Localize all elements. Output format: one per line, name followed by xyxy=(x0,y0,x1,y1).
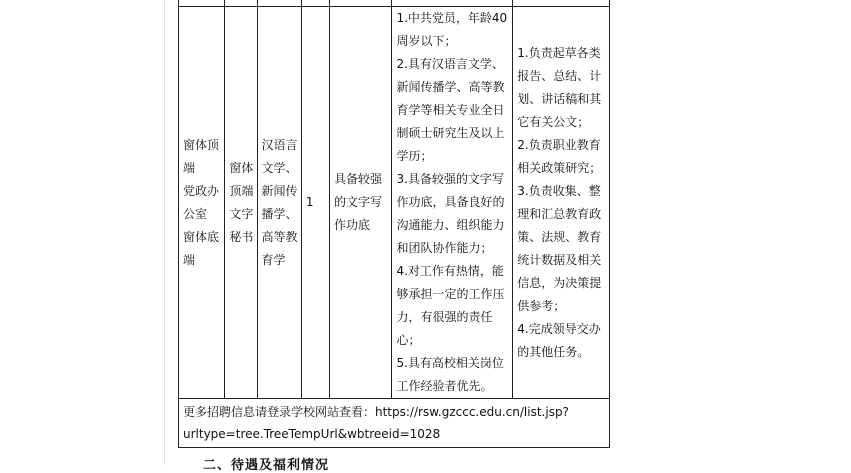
requirement-line: 2.具有汉语言文学、 xyxy=(396,57,504,71)
requirement-line: 心； xyxy=(396,333,421,347)
ability-line: 具备较强 xyxy=(334,172,383,186)
duty-line: 理和汇总教育政 xyxy=(517,206,602,221)
ability-cell xyxy=(330,7,392,399)
duty-line: 它有关公文； xyxy=(517,114,590,129)
requirement-line: 5.具有高校相关岗位 xyxy=(396,356,504,370)
position-line: 顶端 xyxy=(229,183,254,198)
department-line: 窗体底 xyxy=(183,229,220,244)
ability-line: 的文字写 xyxy=(334,195,383,209)
duty-line: 信息，为决策提 xyxy=(517,275,602,290)
department-line: 党政办 xyxy=(183,183,220,198)
requirement-line: 新闻传播学、高等教 xyxy=(396,80,505,94)
count-cell xyxy=(301,7,329,399)
requirement-line: 工作经验者优先。 xyxy=(396,379,493,393)
department-line: 端 xyxy=(183,160,196,175)
duty-line: 相关政策研究； xyxy=(517,160,602,175)
duty-line: 报告、总结、计 xyxy=(517,68,602,83)
table-row xyxy=(179,7,610,399)
position-line: 秘书 xyxy=(229,229,254,244)
position-line: 窗体 xyxy=(229,160,254,175)
requirement-line: 力，有很强的责任 xyxy=(396,310,493,324)
requirement-line: 周岁以下； xyxy=(396,34,457,48)
duty-line: 4.完成领导交办 xyxy=(517,321,601,336)
more-info-line: 更多招聘信息请登录学校网站查看：https://rsw.gzccc.edu.cn/list.jsp? xyxy=(183,405,569,419)
requirement-line: 4.对工作有热情，能 xyxy=(396,264,504,278)
requirement-line: 和团队协作能力； xyxy=(396,241,493,255)
department-cell xyxy=(179,7,225,399)
section-title: 待遇及福利情况 xyxy=(231,458,330,473)
major-line: 汉语言 xyxy=(261,137,298,152)
duties-cell xyxy=(513,7,610,399)
table-footer-row xyxy=(179,399,610,448)
recruitment-table xyxy=(178,0,610,448)
requirement-line: 育学等相关专业全日 xyxy=(396,103,505,117)
major-line: 高等教 xyxy=(261,229,298,244)
requirement-line: 沟通能力、组织能力 xyxy=(396,218,505,232)
content-left-border xyxy=(164,0,165,465)
requirement-line: 作功底，具备良好的 xyxy=(396,195,505,209)
major-line: 育学 xyxy=(261,252,286,267)
more-info-line: urltype=tree.TreeTempUrl&wbtreeid=1028 xyxy=(183,427,441,441)
department-line: 端 xyxy=(183,252,196,267)
ability-line: 作功底 xyxy=(334,218,371,232)
major-line: 播学、 xyxy=(261,206,298,221)
major-line: 新闻传 xyxy=(261,183,298,198)
position-line: 文字 xyxy=(229,206,254,221)
duty-line: 的其他任务。 xyxy=(517,344,590,359)
duty-line: 划、讲话稿和其 xyxy=(517,91,602,106)
major-line: 文学、 xyxy=(261,160,298,175)
headcount: 1 xyxy=(305,195,314,209)
major-cell xyxy=(257,7,301,399)
requirement-line: 学历； xyxy=(396,149,433,163)
duty-line: 2.负责职业教育 xyxy=(517,137,601,152)
duty-line: 供参考； xyxy=(517,298,566,313)
requirement-line: 1.中共党员，年龄40 xyxy=(396,11,508,25)
duty-line: 策、法规、教育 xyxy=(517,229,602,244)
section-number: 二、 xyxy=(203,458,232,473)
duty-line: 统计数据及相关 xyxy=(517,252,602,267)
duty-line: 1.负责起草各类 xyxy=(517,45,601,60)
department-line: 窗体顶 xyxy=(183,137,220,152)
section-heading xyxy=(203,454,329,473)
more-info-cell xyxy=(179,399,610,448)
position-cell xyxy=(225,7,257,399)
requirement-line: 够承担一定的工作压 xyxy=(396,287,505,301)
department-line: 公室 xyxy=(183,206,208,221)
requirement-line: 3.具备较强的文字写 xyxy=(396,172,504,186)
requirements-cell xyxy=(392,7,513,399)
requirement-line: 制硕士研究生及以上 xyxy=(396,126,505,140)
duty-line: 3.负责收集、整 xyxy=(517,183,601,198)
